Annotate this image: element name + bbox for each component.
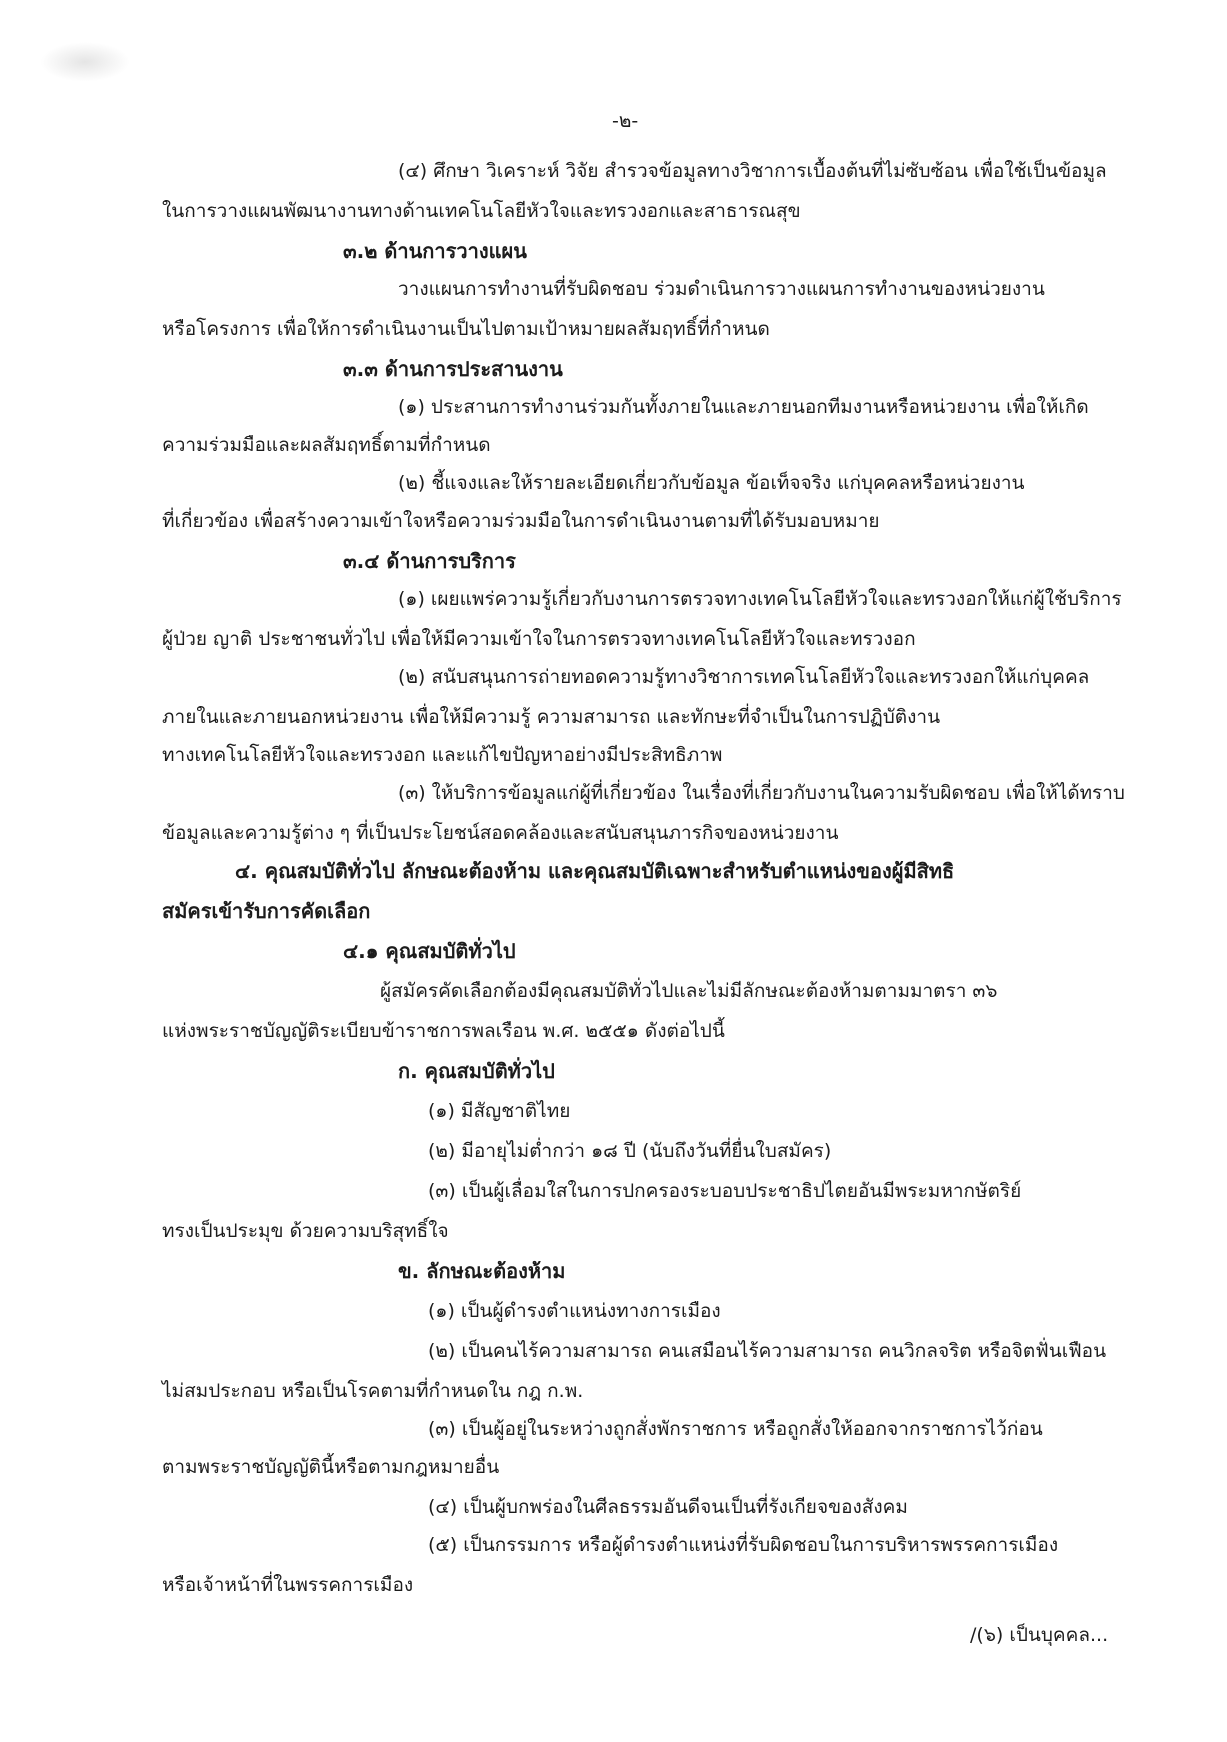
section-heading: ๓.๓ ด้านการประสานงาน xyxy=(343,357,563,381)
paragraph-line: ไม่สมประกอบ หรือเป็นโรคตามที่กำหนดใน กฎ ก.พ. xyxy=(162,1380,584,1402)
paragraph-line: หรือเจ้าหน้าที่ในพรรคการเมือง xyxy=(162,1574,414,1596)
paragraph-line: ตามพระราชบัญญัตินี้หรือตามกฎหมายอื่น xyxy=(162,1456,500,1478)
scan-smudge xyxy=(40,42,130,82)
paragraph-line: แห่งพระราชบัญญัติระเบียบข้าราชการพลเรือน พ.ศ. ๒๕๕๑ ดังต่อไปนี้ xyxy=(162,1020,725,1042)
paragraph-line: (๑) เป็นผู้ดำรงตำแหน่งทางการเมือง xyxy=(428,1300,721,1322)
section-heading: ๓.๔ ด้านการบริการ xyxy=(343,549,516,573)
paragraph-line: (๕) เป็นกรรมการ หรือผู้ดำรงตำแหน่งที่รับผิดชอบในการบริหารพรรคการเมือง xyxy=(428,1534,1059,1556)
paragraph-line: ทรงเป็นประมุข ด้วยความบริสุทธิ์ใจ xyxy=(162,1220,449,1242)
section-heading: ๔. คุณสมบัติทั่วไป ลักษณะต้องห้าม และคุณสมบัติเฉพาะสำหรับตำแหน่งของผู้มีสิทธิ xyxy=(235,859,955,883)
paragraph-line: ในการวางแผนพัฒนางานทางด้านเทคโนโลยีหัวใจและทรวงอกและสาธารณสุข xyxy=(162,200,801,222)
paragraph-line: (๔) เป็นผู้บกพร่องในศีลธรรมอันดีจนเป็นที่รังเกียจของสังคม xyxy=(428,1496,908,1518)
section-heading: สมัครเข้ารับการคัดเลือก xyxy=(162,899,371,923)
paragraph-line: (๒) ชี้แจงและให้รายละเอียดเกี่ยวกับข้อมูล ข้อเท็จจริง แก่บุคคลหรือหน่วยงาน xyxy=(398,472,1025,494)
page-number: -๒- xyxy=(612,110,639,132)
paragraph-line: (๔) ศึกษา วิเคราะห์ วิจัย สำรวจข้อมูลทางวิชาการเบื้องต้นที่ไม่ซับซ้อน เพื่อใช้เป็นข้อมูล xyxy=(398,160,1107,182)
paragraph-line: (๑) เผยแพร่ความรู้เกี่ยวกับงานการตรวจทางเทคโนโลยีหัวใจและทรวงอกให้แก่ผู้ใช้บริการ xyxy=(398,588,1122,610)
paragraph-line: (๑) ประสานการทำงานร่วมกันทั้งภายในและภายนอกทีมงานหรือหน่วยงาน เพื่อให้เกิด xyxy=(398,396,1089,418)
paragraph-line: (๑) มีสัญชาติไทย xyxy=(428,1100,571,1122)
continuation-note: /(๖) เป็นบุคคล... xyxy=(970,1624,1109,1646)
paragraph-line: (๓) เป็นผู้อยู่ในระหว่างถูกสั่งพักราชการ หรือถูกสั่งให้ออกจากราชการไว้ก่อน xyxy=(428,1418,1043,1440)
paragraph-line: ทางเทคโนโลยีหัวใจและทรวงอก และแก้ไขปัญหาอย่างมีประสิทธิภาพ xyxy=(162,744,723,766)
paragraph-line: ผู้สมัครคัดเลือกต้องมีคุณสมบัติทั่วไปและไม่มีลักษณะต้องห้ามตามมาตรา ๓๖ xyxy=(380,980,998,1002)
section-heading: ๔.๑ คุณสมบัติทั่วไป xyxy=(343,939,516,963)
section-heading: ข. ลักษณะต้องห้าม xyxy=(398,1259,566,1283)
paragraph-line: ผู้ป่วย ญาติ ประชาชนทั่วไป เพื่อให้มีความเข้าใจในการตรวจทางเทคโนโลยีหัวใจและทรวงอก xyxy=(162,628,916,650)
paragraph-line: (๒) สนับสนุนการถ่ายทอดความรู้ทางวิชาการเทคโนโลยีหัวใจและทรวงอกให้แก่บุคคล xyxy=(398,666,1090,688)
paragraph-line: ข้อมูลและความรู้ต่าง ๆ ที่เป็นประโยชน์สอดคล้องและสนับสนุนภารกิจของหน่วยงาน xyxy=(162,822,839,844)
paragraph-line: (๓) ให้บริการข้อมูลแก่ผู้ที่เกี่ยวข้อง ในเรื่องที่เกี่ยวกับงานในความรับผิดชอบ เพื่อให้ได้ทราบ xyxy=(398,782,1125,804)
paragraph-line: ภายในและภายนอกหน่วยงาน เพื่อให้มีความรู้ ความสามารถ และทักษะที่จำเป็นในการปฏิบัติงาน xyxy=(162,706,941,728)
section-heading: ก. คุณสมบัติทั่วไป xyxy=(398,1059,555,1083)
paragraph-line: หรือโครงการ เพื่อให้การดำเนินงานเป็นไปตามเป้าหมายผลสัมฤทธิ์ที่กำหนด xyxy=(162,318,770,340)
paragraph-line: วางแผนการทำงานที่รับผิดชอบ ร่วมดำเนินการวางแผนการทำงานของหน่วยงาน xyxy=(398,278,1045,300)
paragraph-line: (๒) เป็นคนไร้ความสามารถ คนเสมือนไร้ความสามารถ คนวิกลจริต หรือจิตฟั่นเฟือน xyxy=(428,1340,1107,1362)
section-heading: ๓.๒ ด้านการวางแผน xyxy=(343,239,527,263)
paragraph-line: ที่เกี่ยวข้อง เพื่อสร้างความเข้าใจหรือความร่วมมือในการดำเนินงานตามที่ได้รับมอบหมาย xyxy=(162,510,880,532)
paragraph-line: (๒) มีอายุไม่ต่ำกว่า ๑๘ ปี (นับถึงวันที่ยื่นใบสมัคร) xyxy=(428,1140,832,1162)
paragraph-line: (๓) เป็นผู้เลื่อมใสในการปกครองระบอบประชาธิปไตยอันมีพระมหากษัตริย์ xyxy=(428,1180,1022,1202)
paragraph-line: ความร่วมมือและผลสัมฤทธิ์ตามที่กำหนด xyxy=(162,434,491,456)
